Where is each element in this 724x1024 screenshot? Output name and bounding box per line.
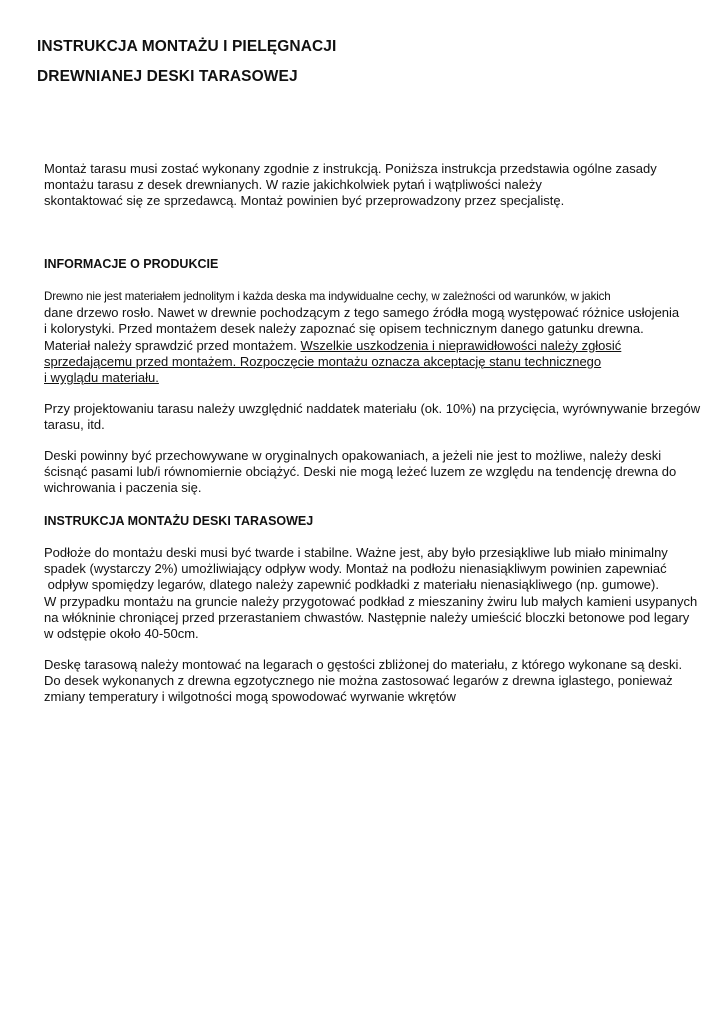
installation-line: Deskę tarasową należy montować na legarach o gęstości zbliżonej do materiału, z którego wykonane są deski. <box>44 657 683 672</box>
intro-line: skontaktować się ze sprzedawcą. Montaż powinien być przeprowadzony przez specjalistę. <box>44 193 565 209</box>
document-title-line-2: DREWNIANEJ DESKI TARASOWEJ <box>37 68 298 85</box>
product-info-line: dane drzewo rosło. Nawet w drewnie pochodzącym z tego samego źródła mogą występować różnice usłojenia <box>44 305 680 321</box>
product-info-line <box>44 338 694 354</box>
installation-line: Do desek wykonanych z drewna egzotycznego nie można zastosować legarów z drewna iglastego, ponieważ <box>44 673 673 689</box>
product-info-line: wichrowania i paczenia się. <box>44 480 202 496</box>
product-info-paragraph-1 <box>44 289 694 386</box>
product-info-line: Deski powinny być przechowywane w oryginalnych opakowaniach, a jeżeli nie jest to możliwe, należy deski <box>44 448 662 463</box>
product-info-underlined-line: sprzedającemu przed montażem. Rozpoczęcie montażu oznacza akceptację stanu technicznego <box>44 353 602 369</box>
product-info-line: ścisnąć pasami lub/i równomiernie obciążyć. Deski nie mogą leżeć luzem ze względu na tendencję drewna do <box>44 464 677 480</box>
installation-line: zmiany temperatury i wilgotności mogą spowodować wyrwanie wkrętów <box>44 689 456 705</box>
product-info-line: Drewno nie jest materiałem jednolitym i każda deska ma indywidualne cechy, w zależności od warunków, w jakich <box>44 290 611 303</box>
installation-line: W przypadku montażu na gruncie należy przygotować podkład z mieszaniny żwiru lub małych kamieni usypanych <box>44 593 698 609</box>
product-info-underlined-line: i wyglądu materiału. <box>44 370 159 386</box>
product-info-paragraph-2 <box>44 401 701 433</box>
installation-line: w odstępie około 40-50cm. <box>44 626 199 642</box>
product-info-paragraph-3 <box>44 448 694 497</box>
intro-line: montażu tarasu z desek drewnianych. W razie jakichkolwiek pytań i wątpliwości należy <box>44 177 542 193</box>
document-title-line-1: INSTRUKCJA MONTAŻU I PIELĘGNACJI <box>37 38 337 55</box>
installation-line: Podłoże do montażu deski musi być twarde i stabilne. Ważne jest, aby było przesiąkliwe lub miało minimalny <box>44 545 668 560</box>
product-info-line: Przy projektowaniu tarasu należy uwzględnić naddatek materiału (ok. 10%) na przycięcia, wyrównywanie brzegów <box>44 401 701 416</box>
intro-paragraph <box>44 161 694 210</box>
intro-line: Montaż tarasu musi zostać wykonany zgodnie z instrukcją. Poniższa instrukcja przedstawia ogólne zasady <box>44 161 657 176</box>
installation-line: spadek (wystarczy 2%) umożliwiający odpływ wody. Montaż na podłożu nienasiąkliwym powinien zapewniać <box>44 561 667 577</box>
installation-line: na włókninie chroniącej przed przerastaniem chwastów. Następnie należy umieścić bloczki betonowe pod legary <box>44 609 690 625</box>
installation-paragraph-1 <box>44 545 698 642</box>
product-info-line: i kolorystyki. Przed montażem desek należy zapoznać się opisem technicznym danego gatunku drewna. <box>44 321 644 337</box>
product-info-heading: INFORMACJE O PRODUKCIE <box>44 257 219 271</box>
product-info-line: tarasu, itd. <box>44 417 105 433</box>
installation-paragraph-2 <box>44 657 694 706</box>
product-info-plain-text: Materiał należy sprawdzić przed montażem. <box>44 337 301 353</box>
installation-line: odpływ spomiędzy legarów, dlatego należy zapewnić podkładki z materiału nienasiąkliwego (np. gumowe). <box>44 577 659 593</box>
installation-heading: INSTRUKCJA MONTAŻU DESKI TARASOWEJ <box>44 514 314 528</box>
product-info-underlined-text: Wszelkie uszkodzenia i nieprawidłowości należy zgłosić <box>300 337 622 353</box>
